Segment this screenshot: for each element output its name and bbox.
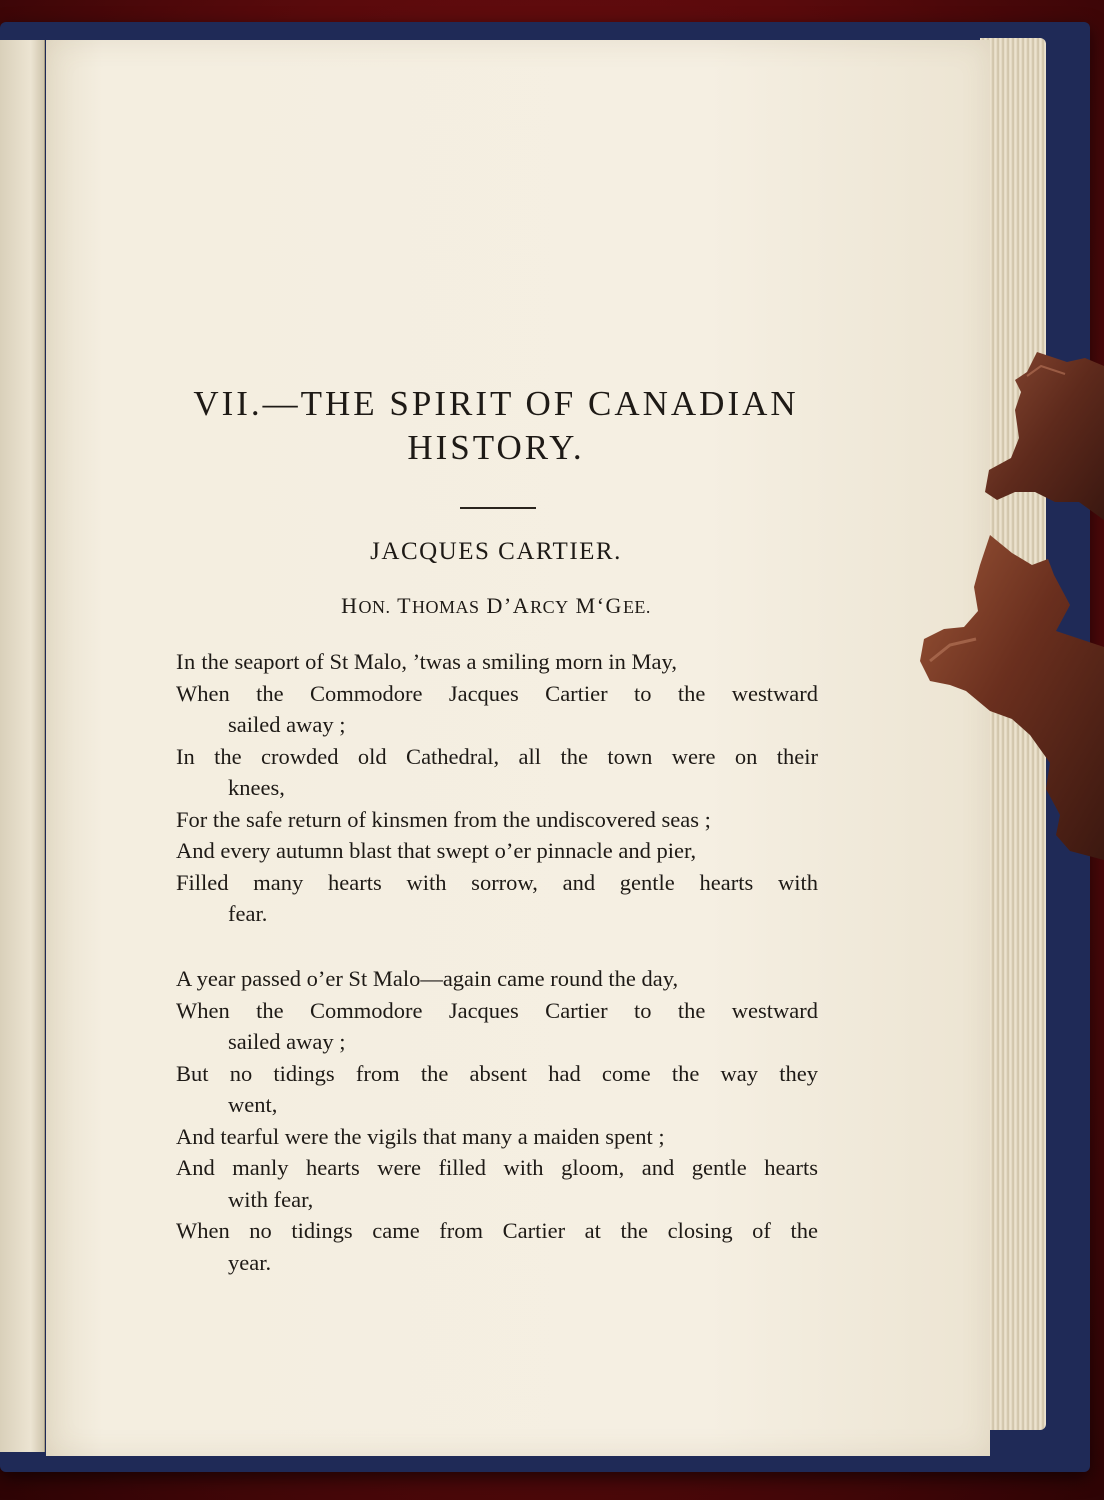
left-page-edge — [0, 40, 45, 1452]
poem-line: When no tidings came from Cartier at the closing of the — [176, 1218, 818, 1243]
poem-line: fear. — [228, 901, 268, 926]
heading-divider — [460, 507, 536, 509]
poem-line: And every autumn blast that swept o’er pinnacle and pier, — [176, 838, 697, 863]
book-page — [46, 40, 990, 1456]
author-initial-4: M‘G — [575, 593, 623, 618]
poem-line: And tearful were the vigils that many a maiden spent ; — [176, 1123, 665, 1149]
author-honorific-rest: ON. — [358, 597, 391, 617]
poem-line: When the Commodore Jacques Cartier to the westward — [176, 680, 818, 706]
poem-line-text: the seaport of St Malo, ’twas a smiling morn in May, — [195, 649, 677, 674]
poem-line: And manly hearts were filled with gloom, and gentle hearts — [176, 1155, 818, 1180]
poem-line: But no tidings from the absent had come the way they — [176, 1060, 818, 1086]
drop-smallcaps: In — [176, 649, 196, 674]
author-initial-3: D’A — [486, 593, 531, 618]
poem-line — [176, 646, 818, 678]
poem-line: sailed away ; — [228, 1029, 346, 1054]
poem-line: A year passed o’er St Malo—again came round the day, — [176, 966, 679, 991]
stanza-2 — [176, 963, 818, 1278]
page-clip-lower — [920, 535, 1104, 860]
author-initial-1: H — [341, 593, 359, 618]
poem-title: JACQUES CARTIER. — [370, 538, 622, 565]
poem-line: with fear, — [228, 1186, 314, 1212]
poem-line: went, — [228, 1092, 278, 1117]
stanza-1 — [176, 646, 818, 930]
poem-line: knees, — [228, 775, 285, 800]
poem-author — [46, 593, 946, 619]
author-first-name-rest: HOMAS — [412, 597, 480, 617]
chapter-heading-line-2: HISTORY. — [407, 428, 585, 467]
author-middle-name-rest: RCY — [530, 597, 569, 617]
author-last-name-rest: EE. — [622, 597, 651, 617]
poem-line: year. — [228, 1249, 272, 1275]
chapter-heading — [46, 382, 946, 470]
poem-line: When the Commodore Jacques Cartier to the westward — [176, 997, 818, 1023]
poem-line: Filled many hearts with sorrow, and gentle hearts with — [176, 869, 818, 895]
poem-line: For the safe return of kinsmen from the undiscovered seas ; — [176, 806, 711, 832]
page-clip-upper — [975, 352, 1104, 522]
chapter-heading-line-1: VII.—THE SPIRIT OF CANADIAN — [193, 384, 799, 423]
poem-line: sailed away ; — [228, 712, 346, 737]
author-initial-2: T — [397, 593, 413, 618]
poem-line: In the crowded old Cathedral, all the town were on their — [176, 743, 818, 769]
